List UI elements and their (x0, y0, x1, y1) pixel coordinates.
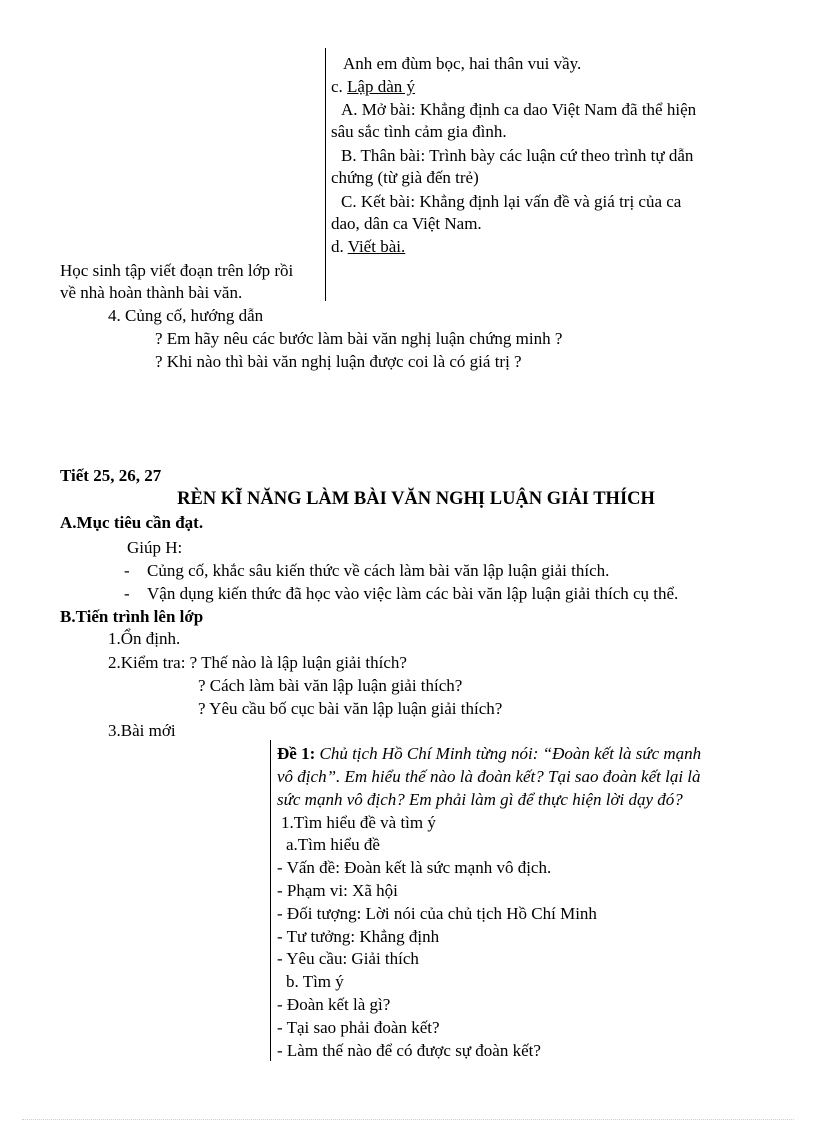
consolidation-heading: 4. Củng cố, hướng dẫn (108, 306, 264, 325)
exercise-prompt-line-3: sức mạnh vô địch? Em phải làm gì để thực hiện lời dạy đó? (277, 790, 683, 809)
exercise-prompt-line-2: vô địch”. Em hiểu thế nào là đoàn kết? Tại sao đoàn kết lại là (277, 767, 701, 786)
lesson-title: RÈN KĨ NĂNG LÀM BÀI VĂN NGHỊ LUẬN GIẢI THÍCH (177, 489, 655, 509)
section-a-heading: A.Mục tiêu cần đạt. (60, 513, 204, 532)
column-divider-exercise (270, 740, 271, 1061)
exercise-prompt-1: Chủ tịch Hồ Chí Minh từng nói: “Đoàn kết là sức mạnh (319, 744, 702, 763)
body-line-1: B. Thân bài: Trình bày các luận cứ theo trình tự dẫn (341, 146, 694, 165)
detail-requirement: - Yêu cầu: Giải thích (277, 949, 419, 968)
exercise-sub-b: b. Tìm ý (286, 972, 344, 991)
poem-line: Anh em đùm bọc, hai thân vui vầy. (343, 54, 582, 73)
objective-bullet-1: Củng cố, khắc sâu kiến thức về cách làm bài văn lập luận giải thích. (147, 561, 610, 580)
exercise-colon: : (309, 744, 320, 763)
check-question-2: ? Cách làm bài văn lập luận giải thích? (198, 676, 463, 695)
detail-thought: - Tư tưởng: Khẳng định (277, 927, 440, 946)
intro-line-1: A. Mở bài: Khẳng định ca dao Việt Nam đã thể hiện (341, 100, 697, 119)
section-a-intro: Giúp H: (127, 538, 183, 557)
consolidation-question-1: ? Em hãy nêu các bước làm bài văn nghị luận chứng minh ? (155, 329, 563, 348)
idea-3: - Làm thế nào để có được sự đoàn kết? (277, 1041, 541, 1060)
outline-heading-text: Lập dàn ý (347, 77, 416, 96)
outline-heading (331, 76, 415, 99)
body-line-2: chứng (từ già đến trẻ) (331, 168, 479, 187)
write-label: d. (331, 237, 348, 256)
exercise-prompt-line-1 (277, 743, 701, 766)
bullet-marker-1: - (124, 561, 130, 580)
step-2-label: 2.Kiểm tra: (108, 653, 190, 672)
check-question-3: ? Yêu cầu bố cục bài văn lập luận giải thích? (198, 699, 503, 718)
detail-object: - Đối tượng: Lời nói của chủ tịch Hồ Chí Minh (277, 904, 597, 923)
check-question-1: ? Thế nào là lập luận giải thích? (189, 653, 407, 672)
step-3: 3.Bài mới (108, 721, 176, 740)
conclusion-line-1: C. Kết bài: Khẳng định lại vấn đề và giá trị của ca (341, 192, 682, 211)
objective-bullet-2: Vận dụng kiến thức đã học vào việc làm các bài văn lập luận giải thích cụ thể. (147, 584, 679, 603)
bullet-marker-2: - (124, 584, 130, 603)
conclusion-line-2: dao, dân ca Việt Nam. (331, 214, 482, 233)
left-note-line-2: về nhà hoàn thành bài văn. (60, 283, 243, 302)
page-bottom-rule (22, 1119, 794, 1120)
exercise-step-1: 1.Tìm hiểu đề và tìm ý (281, 813, 436, 832)
step-2 (108, 652, 407, 675)
step-1: 1.Ổn định. (108, 629, 181, 648)
detail-scope: - Phạm vi: Xã hội (277, 881, 398, 900)
intro-line-2: sâu sắc tình cảm gia đình. (331, 122, 507, 141)
outline-label: c. (331, 77, 348, 96)
left-note-line-1: Học sinh tập viết đoạn trên lớp rồi (60, 261, 294, 280)
idea-2: - Tại sao phải đoàn kết? (277, 1018, 440, 1037)
write-heading (331, 236, 405, 259)
exercise-sub-a: a.Tìm hiểu đề (286, 835, 380, 854)
section-b-heading: B.Tiến trình lên lớp (60, 607, 204, 626)
column-divider-top (325, 48, 326, 301)
lesson-period: Tiết 25, 26, 27 (60, 466, 162, 485)
write-heading-text: Viết bài. (347, 237, 406, 256)
detail-issue: - Vấn đề: Đoàn kết là sức mạnh vô địch. (277, 858, 552, 877)
exercise-label: Đề 1 (277, 744, 310, 763)
idea-1: - Đoàn kết là gì? (277, 995, 391, 1014)
consolidation-question-2: ? Khi nào thì bài văn nghị luận được coi là có giá trị ? (155, 352, 522, 371)
